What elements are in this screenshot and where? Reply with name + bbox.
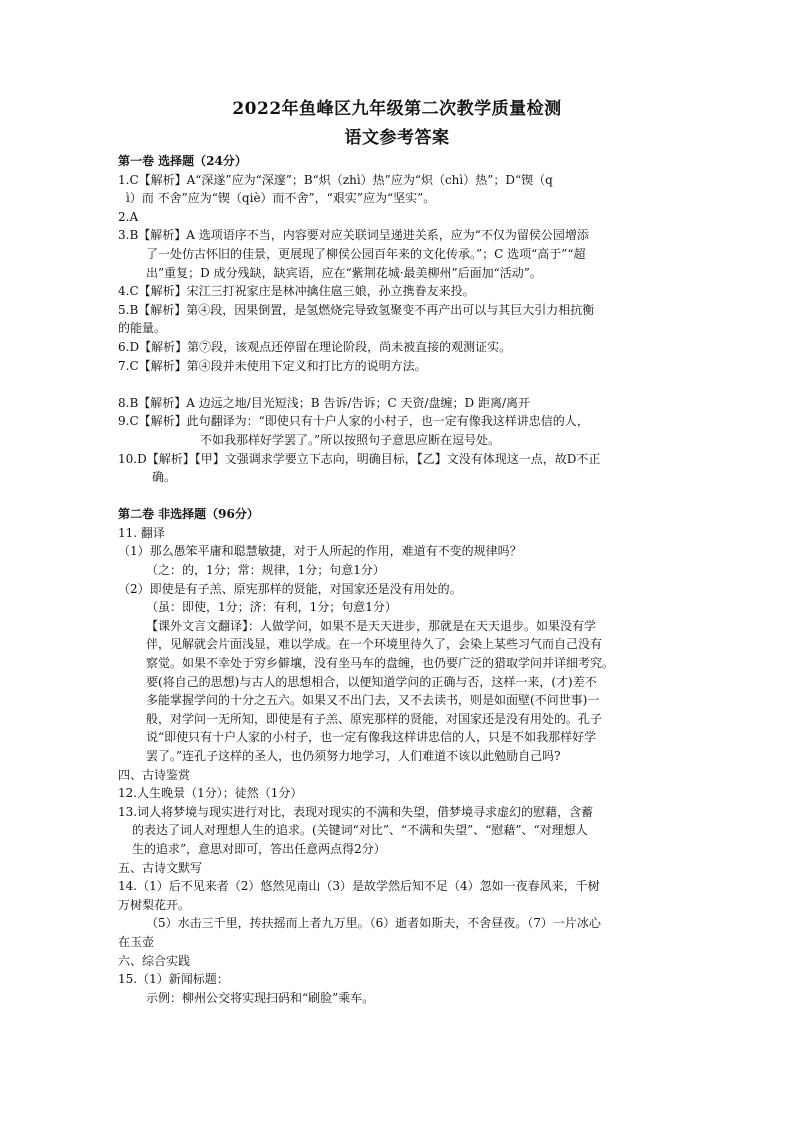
answer-line: 13.词人将梦境与现实进行对比，表现对现实的不满和失望，借梦境寻求虚幻的慰藉，含蓄 [118, 804, 594, 819]
answer-line: 6.D【解析】第⑦段，该观点还停留在理论阶段，尚未被直接的观测证实。 [118, 339, 512, 354]
answer-line: 察觉。如果不幸处于穷乡僻壤，没有坐马车的盘缠，也仍要广泛的猎取学问并详细考究。 [146, 656, 615, 671]
answer-line: 12.人生晚景（1分）；徒然（1分） [118, 786, 303, 801]
answer-line: 罢了。”连孔子这样的圣人，也仍须努力地学习，人们难道不该以此勉励自己吗? [146, 749, 561, 763]
answer-line: 在玉壶 [118, 934, 155, 949]
answer-line: 说“即使只有十户人家的小村子，也一定有像我这样讲忠信的人，只是不如我那样好学 [146, 730, 597, 745]
section-heading: 四、古诗鉴赏 [118, 767, 191, 782]
answer-line: （2）即使是有子羔、原宪那样的贤能，对国家还是没有用处的。 [118, 581, 462, 596]
answer-line: 2.A [118, 209, 139, 224]
answer-line: 9.C【解析】此句翻译为：“即使只有十户人家的小村子，也一定有像我这样讲忠信的人， [118, 414, 589, 429]
answer-line: 11. 翻译 [118, 525, 165, 540]
answer-line: 5.B【解析】第④段，因果倒置，是氢燃烧完导致氢聚变不再产出可以与其巨大引力相抗衡 [118, 302, 595, 317]
section-heading: 六、综合实践 [118, 953, 191, 968]
answer-line: 的能量。 [118, 321, 167, 336]
answer-line: 确。 [152, 470, 177, 485]
answer-line: 15.（1）新闻标题： [118, 972, 229, 987]
answer-line: （之：的，1分；常：规律，1分；句意1分） [146, 563, 385, 578]
answer-body [118, 152, 678, 1007]
answer-line: 般，对学问一无所知，即使是有子羔、原宪那样的贤能，对国家还是没有用处的。孔子 [146, 711, 603, 726]
page-title: 2022年鱼峰区九年级第二次教学质量检测 [232, 99, 562, 119]
answer-line: 万树梨花开。 [118, 897, 191, 912]
answer-line: 7.C【解析】第④段并未使用下定义和打比方的说明方法。 [118, 358, 427, 373]
answer-line: （虽：即使，1分；济：有利，1分；句意1分） [146, 600, 397, 615]
spacer [118, 375, 678, 394]
answer-line: 1.C【解析】A“深遂”应为“深邃”；B“炽（zhì）热”应为“炽（chì）热”；D“锲（q [118, 172, 553, 187]
answer-line: 要(将自己的思想)与古人的思想相合，以便知道学问的正确与否，这样一来，(才)差不 [146, 674, 597, 689]
section-heading: 第一卷 选择题（24分） [118, 154, 247, 168]
answer-line: （5）水击三千里，抟扶摇而上者九万里。（6）逝者如斯夫，不舍昼夜。（7）一片冰心 [146, 916, 601, 931]
answer-line: 伴，见解就会片面浅显，难以学成。在一个环境里待久了，会染上某些习气而自己没有 [146, 637, 603, 652]
answer-line: 4.C【解析】宋江三打祝家庄是林冲擒住扈三娘，孙立携眷友来投。 [118, 284, 475, 299]
page-subtitle: 语文参考答案 [344, 128, 450, 148]
answer-line: 3.B【解析】A 选项语序不当，内容要对应关联词呈递进关系，应为“不仅为留侯公园增添 [118, 228, 589, 243]
answer-line: 的表达了词人对理想人生的追求。(关键词“对比”、“不满和失望”、“慰藉”、“对理想人 [132, 823, 588, 838]
answer-line: 【课外文言文翻译】：人做学问，如果不是天天进步，那就是在天天退步。如果没有学 [146, 618, 597, 633]
answer-line: 8.B【解析】A 边远之地/目光短浅；B 告诉/告诉；C 天资/盘缠；D 距离/离开 [118, 395, 530, 410]
answer-line: 不如我那样好学罢了。”所以按照句子意思应断在逗号处。 [200, 432, 501, 447]
section-heading: 第二卷 非选择题（96分） [118, 507, 259, 522]
answer-line: 10.D【解析】【甲】文强调求学要立下志向，明确目标，【乙】文没有体现这一点，故D不正 [118, 451, 601, 466]
answer-line: 出”重复；D 成分残缺，缺宾语，应在“紫荆花城·最美柳州”后面加“活动”。 [146, 265, 542, 280]
answer-line: ì）而 不舍”应为“锲（qiè）而不舍”，“艰实”应为“坚实”。 [126, 191, 436, 206]
answer-line: 14.（1）后不见来者（2）悠然见南山（3）是故学然后知不足（4）忽如一夜春风来，千树 [118, 879, 600, 894]
answer-line: 示例：柳州公交将实现扫码和“刷脸”乘车。 [146, 990, 375, 1005]
answer-line: 多能掌握学问的十分之五六。如果又不出门去，又不去读书，则是如面壁(不问世事)一 [146, 693, 600, 708]
answer-line: （1）那么愚笨平庸和聪慧敏捷，对于人所起的作用，难道有不变的规律吗？ [118, 544, 522, 559]
answer-line: 生的追求”，意思对即可，答出任意两点得2分） [132, 841, 386, 856]
section-heading: 五、古诗文默写 [118, 860, 203, 875]
spacer [118, 487, 678, 506]
answer-line: 了一处仿古怀旧的佳景，更展现了柳侯公园百年来的文化传承。”；C 选项“高于”“超 [146, 246, 586, 261]
